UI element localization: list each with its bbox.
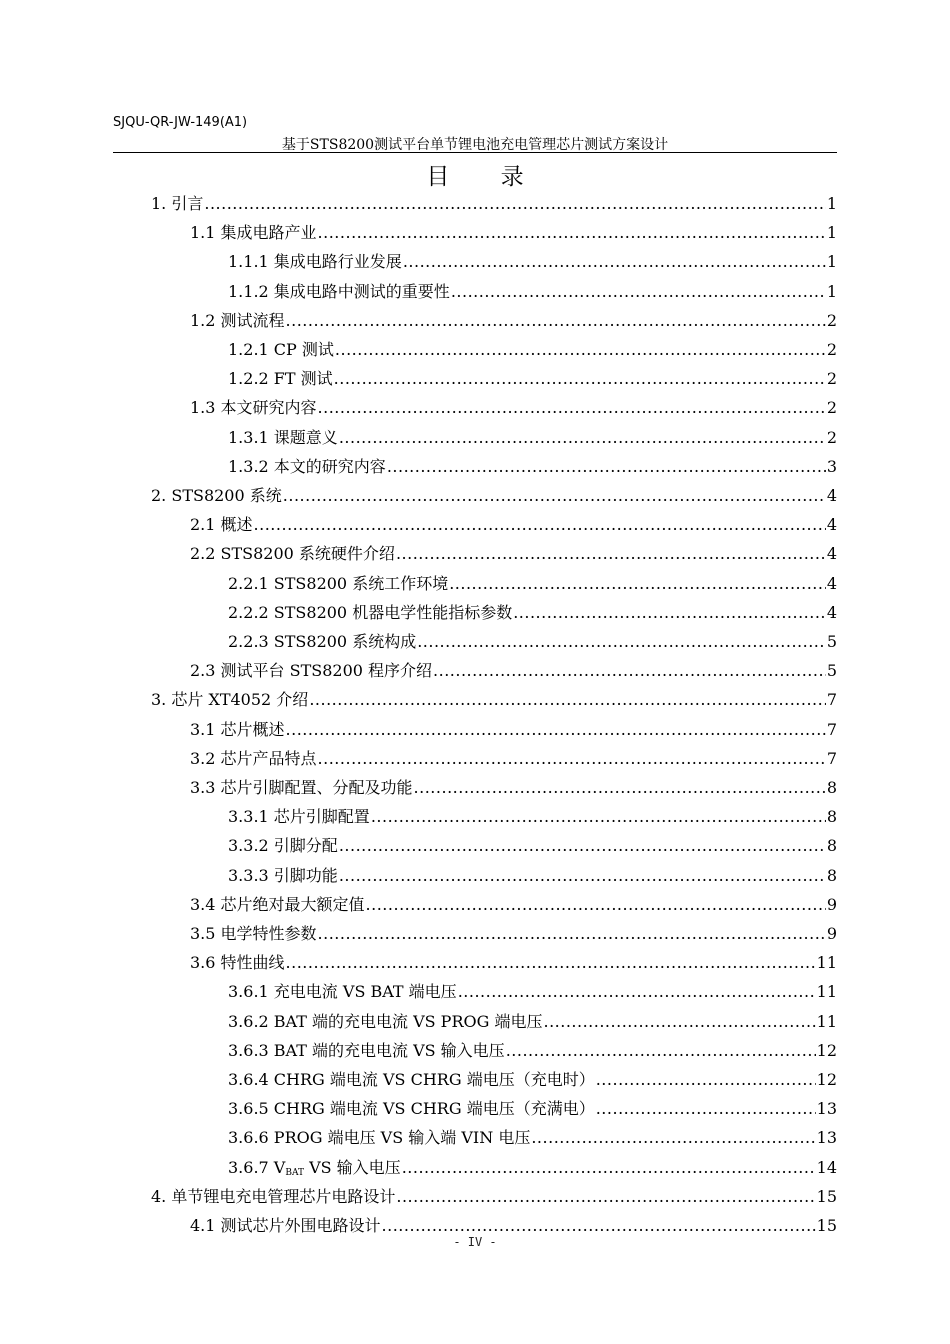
toc-dot-leader bbox=[339, 866, 826, 886]
toc-entry-label: 3.4 芯片绝对最大额定值 bbox=[190, 894, 365, 914]
toc-entry-page: 3 bbox=[826, 456, 837, 476]
toc-dot-leader bbox=[286, 311, 826, 331]
toc-entry-label: 3.6.6 PROG 端电压 VS 输入端 VIN 电压 bbox=[228, 1128, 531, 1148]
toc-entry-label: 1.1.2 集成电路中测试的重要性 bbox=[228, 281, 450, 301]
toc-dot-leader bbox=[371, 807, 826, 827]
toc-entry-page: 9 bbox=[826, 894, 837, 914]
page-number: - IV - bbox=[453, 1235, 497, 1249]
toc-entry-label: 3.2 芯片产品特点 bbox=[190, 748, 317, 768]
toc-entry-page: 7 bbox=[826, 719, 837, 739]
toc-entry[interactable] bbox=[151, 1178, 837, 1207]
toc-entry-label: 3.6.5 CHRG 端电流 VS CHRG 端电压（充满电） bbox=[228, 1099, 595, 1119]
toc-entry[interactable] bbox=[228, 1119, 837, 1148]
toc-dot-leader bbox=[382, 1216, 816, 1236]
toc-entry-page: 8 bbox=[826, 836, 837, 856]
toc-entry-label: 3.6.4 CHRG 端电流 VS CHRG 端电压（充电时） bbox=[228, 1070, 595, 1089]
toc-entry-page: 4 bbox=[826, 544, 837, 564]
toc-entry-page: 12 bbox=[816, 1070, 837, 1089]
toc-dot-leader bbox=[396, 1187, 815, 1207]
toc-entry-label: 1.2.2 FT 测试 bbox=[228, 369, 333, 389]
toc-entry-page: 2 bbox=[826, 427, 837, 447]
toc-entry-label: 3.6.2 BAT 端的充电电流 VS PROG 端电压 bbox=[228, 1011, 543, 1031]
toc-entry-page: 11 bbox=[816, 953, 837, 973]
toc-entry[interactable] bbox=[228, 1003, 837, 1032]
toc-entry[interactable] bbox=[228, 273, 837, 302]
toc-entry-label: 1.2 测试流程 bbox=[190, 310, 285, 330]
toc-entry[interactable] bbox=[228, 419, 837, 448]
toc-entry-page: 4 bbox=[826, 515, 837, 535]
toc-entry-page: 5 bbox=[826, 661, 837, 681]
toc-dot-leader bbox=[283, 486, 826, 506]
toc-entry[interactable] bbox=[190, 506, 837, 535]
toc-dot-leader bbox=[318, 924, 826, 944]
toc-dot-leader bbox=[531, 1128, 815, 1148]
toc-entry[interactable] bbox=[228, 360, 837, 389]
toc-entry[interactable] bbox=[190, 915, 837, 944]
toc-entry-page: 8 bbox=[826, 807, 837, 827]
toc-dot-leader bbox=[309, 690, 826, 710]
toc-entry-label: 2.2.1 STS8200 系统工作环境 bbox=[228, 573, 449, 593]
toc-entry[interactable] bbox=[228, 1090, 837, 1119]
toc-dot-leader bbox=[366, 895, 826, 915]
toc-dot-leader bbox=[506, 1041, 816, 1061]
doc-code: SJQU-QR-JW-149(A1) bbox=[113, 115, 248, 130]
toc-entry-label: 1.3 本文研究内容 bbox=[190, 398, 317, 418]
toc-entry-label: 3.3 芯片引脚配置、分配及功能 bbox=[190, 778, 413, 797]
toc-entry-label: 2.3 测试平台 STS8200 程序介绍 bbox=[190, 661, 433, 681]
toc-entry[interactable] bbox=[190, 740, 837, 769]
toc-entry-page: 2 bbox=[826, 340, 837, 359]
toc-entry-page: 1 bbox=[826, 252, 837, 272]
toc-entry-page: 1 bbox=[826, 223, 837, 243]
toc-dot-leader bbox=[513, 603, 826, 623]
toc-entry-page: 15 bbox=[816, 1186, 837, 1206]
toc-entry-page: 5 bbox=[826, 632, 837, 651]
toc-entry[interactable] bbox=[190, 1207, 837, 1236]
toc-dot-leader bbox=[543, 1012, 815, 1032]
toc-entry-label-prefix: 3.6.7 V bbox=[228, 1157, 286, 1177]
toc-entry-page: 13 bbox=[816, 1099, 837, 1119]
toc-entry-page: 1 bbox=[826, 281, 837, 301]
toc-entry[interactable] bbox=[228, 565, 837, 594]
toc-entry-label-suffix: VS 输入电压 bbox=[303, 1157, 401, 1177]
toc-entry-label: 1.2.1 CP 测试 bbox=[228, 340, 334, 359]
toc-title: 目 录 bbox=[426, 164, 546, 190]
toc-entry[interactable] bbox=[228, 857, 837, 886]
toc-entry-page: 1 bbox=[826, 194, 837, 213]
toc-entry-page: 9 bbox=[826, 924, 837, 943]
toc-entry-label: 1.3.2 本文的研究内容 bbox=[228, 456, 386, 476]
toc-entry[interactable] bbox=[151, 681, 837, 710]
toc-dot-leader bbox=[334, 369, 826, 389]
toc-dot-leader bbox=[339, 428, 826, 448]
toc-dot-leader bbox=[596, 1070, 816, 1090]
toc-entry[interactable] bbox=[228, 448, 837, 477]
toc-dot-leader bbox=[286, 953, 816, 973]
toc-dot-leader bbox=[286, 720, 826, 740]
toc-entry[interactable] bbox=[228, 973, 837, 1002]
toc-entry[interactable] bbox=[228, 1149, 837, 1178]
toc-entry-label: 3.6.3 BAT 端的充电电流 VS 输入电压 bbox=[228, 1040, 505, 1060]
toc-dot-leader bbox=[451, 282, 826, 302]
toc-entry-label: 2.2.3 STS8200 系统构成 bbox=[228, 632, 417, 651]
toc-entry[interactable] bbox=[190, 944, 837, 973]
toc-entry-page: 14 bbox=[816, 1157, 837, 1177]
toc-dot-leader bbox=[596, 1099, 816, 1119]
toc-entry-page: 15 bbox=[816, 1216, 837, 1235]
toc-entry-label: 2.2.2 STS8200 机器电学性能指标参数 bbox=[228, 602, 513, 622]
toc-entry[interactable] bbox=[190, 302, 837, 331]
toc-entry-label: 1.3.1 课题意义 bbox=[228, 427, 338, 447]
toc-entry-label: 3.1 芯片概述 bbox=[190, 719, 285, 739]
toc-dot-leader bbox=[204, 194, 825, 214]
toc-entry-label: 3.5 电学特性参数 bbox=[190, 924, 317, 943]
toc-entry-label: 1.1.1 集成电路行业发展 bbox=[228, 252, 402, 272]
toc-entry-page: 2 bbox=[826, 398, 837, 418]
toc-dot-leader bbox=[433, 661, 826, 681]
toc-entry-page: 8 bbox=[826, 865, 837, 885]
toc-entry-label-subscript: BAT bbox=[285, 1167, 304, 1178]
toc-entry[interactable] bbox=[190, 214, 837, 243]
toc-entry[interactable] bbox=[228, 798, 837, 827]
toc-dot-leader bbox=[403, 252, 826, 272]
toc-entry[interactable] bbox=[228, 623, 837, 652]
toc-entry-page: 7 bbox=[826, 748, 837, 768]
toc-entry-label: 1.1 集成电路产业 bbox=[190, 223, 317, 243]
toc-entry-page: 4 bbox=[826, 486, 837, 505]
toc-dot-leader bbox=[339, 836, 826, 856]
toc-entry-label bbox=[228, 1158, 401, 1178]
toc-dot-leader bbox=[414, 778, 826, 798]
toc-entry[interactable] bbox=[190, 711, 837, 740]
toc-dot-leader bbox=[396, 544, 826, 564]
toc-entry[interactable] bbox=[228, 1061, 837, 1090]
toc-entry-label: 4. 单节锂电充电管理芯片电路设计 bbox=[151, 1186, 396, 1206]
toc-entry-page: 13 bbox=[816, 1128, 837, 1148]
toc-entry[interactable] bbox=[190, 769, 837, 798]
toc-entry[interactable] bbox=[228, 827, 837, 856]
toc-entry[interactable] bbox=[228, 594, 837, 623]
toc-entry-page: 4 bbox=[826, 602, 837, 622]
header-title: 基于STS8200测试平台单节锂电池充电管理芯片测试方案设计 bbox=[281, 137, 669, 153]
toc-entry-label: 2. STS8200 系统 bbox=[151, 486, 282, 505]
toc-entry[interactable] bbox=[190, 652, 837, 681]
toc-entry-label: 1. 引言 bbox=[151, 194, 204, 213]
toc-entry[interactable] bbox=[190, 886, 837, 915]
toc-entry[interactable] bbox=[228, 331, 837, 360]
toc-entry-page: 2 bbox=[826, 310, 837, 330]
toc-entry-page: 7 bbox=[826, 690, 837, 710]
toc-entry-page: 4 bbox=[826, 573, 837, 593]
toc-dot-leader bbox=[402, 1158, 816, 1178]
toc-entry[interactable] bbox=[228, 1032, 837, 1061]
toc-dot-leader bbox=[458, 982, 816, 1002]
toc-dot-leader bbox=[254, 515, 826, 535]
toc-entry-page: 2 bbox=[826, 369, 837, 389]
toc-entry-label: 2.2 STS8200 系统硬件介绍 bbox=[190, 544, 395, 564]
toc-entry-page: 8 bbox=[826, 778, 837, 797]
toc-dot-leader bbox=[318, 749, 826, 769]
toc-dot-leader bbox=[318, 398, 826, 418]
toc-dot-leader bbox=[417, 632, 826, 652]
toc-entry-label: 4.1 测试芯片外围电路设计 bbox=[190, 1216, 381, 1235]
toc-dot-leader bbox=[449, 574, 826, 594]
toc-entry-page: 11 bbox=[816, 1011, 837, 1031]
toc-entry-label: 3.3.3 引脚功能 bbox=[228, 865, 338, 885]
header-rule bbox=[113, 152, 837, 153]
toc-entry-label: 3.6 特性曲线 bbox=[190, 953, 285, 973]
toc-entry[interactable] bbox=[151, 477, 837, 506]
toc-entry[interactable] bbox=[151, 185, 837, 214]
toc-entry-label: 3.3.1 芯片引脚配置 bbox=[228, 807, 370, 827]
toc-dot-leader bbox=[387, 457, 826, 477]
toc-entry-label: 3. 芯片 XT4052 介绍 bbox=[151, 690, 309, 710]
toc-dot-leader bbox=[318, 223, 826, 243]
toc-entry-label: 3.6.1 充电电流 VS BAT 端电压 bbox=[228, 982, 457, 1002]
toc-entry-label: 2.1 概述 bbox=[190, 515, 253, 535]
toc-entry[interactable] bbox=[190, 389, 837, 418]
toc-entry-page: 11 bbox=[816, 982, 837, 1002]
toc-entry[interactable] bbox=[228, 243, 837, 272]
toc-entry[interactable] bbox=[190, 535, 837, 564]
toc-entry-label: 3.3.2 引脚分配 bbox=[228, 836, 338, 856]
toc-dot-leader bbox=[335, 340, 826, 360]
toc-entry-page: 12 bbox=[816, 1040, 837, 1060]
